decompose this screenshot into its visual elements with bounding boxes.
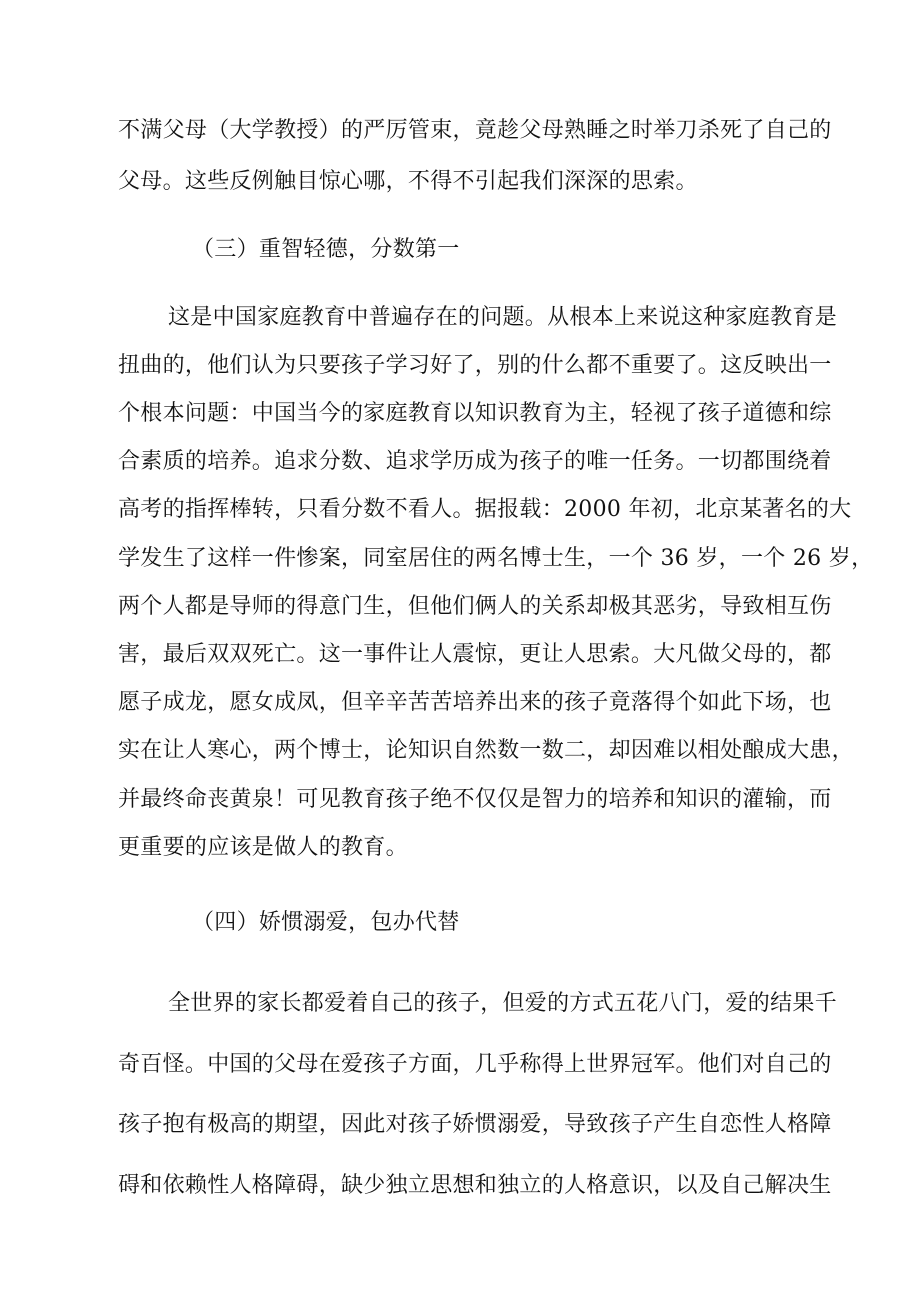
paragraph-line: 学发生了这样一件惨案，同室居住的两名博士生，一个 36 岁，一个 26 岁， bbox=[118, 546, 874, 571]
paragraph-line: 这是中国家庭教育中普遍存在的问题。从根本上来说这种家庭教育是 bbox=[168, 305, 838, 330]
paragraph-line: 害，最后双双死亡。这一事件让人震惊，更让人思索。大凡做父母的，都 bbox=[118, 642, 832, 667]
paragraph-line: 全世界的家长都爱着自己的孩子，但爱的方式五花八门，爱的结果千 bbox=[168, 991, 838, 1016]
paragraph-line: 扭曲的，他们认为只要孩子学习好了，别的什么都不重要了。这反映出一 bbox=[118, 353, 832, 378]
paragraph-line: 实在让人寒心，两个博士，论知识自然数一数二，却因难以相处酿成大患， bbox=[118, 738, 854, 763]
paragraph-line: 更重要的应该是做人的教育。 bbox=[118, 835, 408, 860]
paragraph-line: 碍和依赖性人格障碍，缺少独立思想和独立的人格意识，以及自己解决生 bbox=[118, 1173, 832, 1198]
paragraph-line: 愿子成龙，愿女成凤，但辛辛苦苦培养出来的孩子竟落得个如此下场，也 bbox=[118, 690, 832, 715]
paragraph-line: 高考的指挥棒转，只看分数不看人。据报载：2000 年初，北京某著名的大 bbox=[118, 497, 852, 522]
paragraph-line: 孩子抱有极高的期望，因此对孩子娇惯溺爱，导致孩子产生自恋性人格障 bbox=[118, 1112, 832, 1137]
paragraph-line: 个根本问题：中国当今的家庭教育以知识教育为主，轻视了孩子道德和综 bbox=[118, 401, 832, 426]
paragraph-line: 并最终命丧黄泉！可见教育孩子绝不仅仅是智力的培养和知识的灌输，而 bbox=[118, 787, 832, 812]
paragraph-line: 奇百怪。中国的父母在爱孩子方面，几乎称得上世界冠军。他们对自己的 bbox=[118, 1052, 832, 1077]
paragraph-line: 两个人都是导师的得意门生，但他们俩人的关系却极其恶劣，导致相互伤 bbox=[118, 594, 832, 619]
section-heading-4: （四）娇惯溺爱，包办代替 bbox=[192, 910, 460, 935]
paragraph-line: 父母。这些反例触目惊心哪，不得不引起我们深深的思索。 bbox=[118, 169, 698, 194]
paragraph-line: 不满父母（大学教授）的严厉管束，竟趁父母熟睡之时举刀杀死了自己的 bbox=[118, 118, 832, 143]
paragraph-line: 合素质的培养。追求分数、追求学历成为孩子的唯一任务。一切都围绕着 bbox=[118, 449, 832, 474]
section-heading-3: （三）重智轻德，分数第一 bbox=[192, 237, 460, 262]
